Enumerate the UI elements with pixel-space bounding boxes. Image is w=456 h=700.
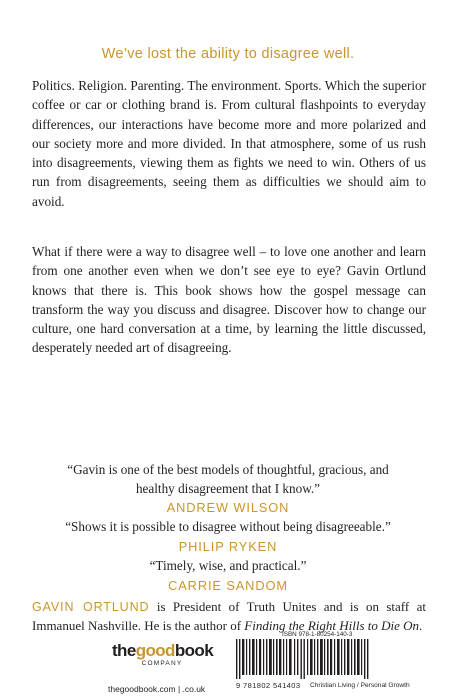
publisher-website: thegoodbook.com | .co.uk [108,684,206,694]
book-title: Finding the Right Hills to Die On [244,617,420,633]
endorsement-author: CARRIE SANDOM [168,577,288,593]
logo-company: COMPANY [141,660,183,667]
isbn-barcode [230,631,410,695]
bio-text: is President of Truth Unites and is on staff at Immanuel Nashville. He is the author of [32,599,426,633]
endorsement-quote: “Shows it is possible to disagree without being disagreeable.” [65,519,391,534]
endorsement-3 [0,557,456,593]
endorsement-1 [0,461,456,515]
author-bio [32,598,426,635]
endorsement-quote: “Timely, wise, and practical.” [149,558,307,573]
bio-end: . [419,617,423,633]
logo-good: good [135,641,175,660]
barcode-bars [234,639,374,679]
description-paragraph-1: Politics. Religion. Parenting. The environment. Sports. Which the superior coffee or car or clothing brand is. From cultural flashpoints to everyday differences, our interactions have become more and more polarized and our society more and more divided. In that atmosphere, some of us rush into disagreements, viewing them as fights we need to win. Others of us run from disagreements, seeing them as difficulties we should aim to avoid. [32,78,426,209]
endorsement-quote: “Gavin is one of the best models of thoughtful, gracious, and [67,462,389,477]
isbn-digits: 9 781802 541403 [236,681,301,690]
endorsement-author: PHILIP RYKEN [178,538,278,554]
publisher-logo [112,641,224,667]
endorsement-2 [0,518,456,554]
author-name: GAVIN ORTLUND [32,600,150,614]
endorsement-author: ANDREW WILSON [166,500,290,515]
headline: We’ve lost the ability to disagree well. [101,46,355,62]
logo-the: the [112,641,136,660]
book-category: Christian Living / Personal Growth [310,682,410,689]
description-paragraph-2: What if there were a way to disagree well – to love one another and learn from one another even when we don’t see eye to eye? Gavin Ortlund knows that there is. This book shows how the gospel message can transform the way you discuss and disagree. Discover how to change our culture, one hard conversation at a time, by learning the little discussed, desperately needed art of disagreeing. [32,244,426,356]
isbn-label: ISBN 978-1-80254-140-3 [282,631,353,638]
logo-book: book [174,641,214,660]
endorsement-quote-cont: healthy disagreement that I know.” [135,480,321,496]
